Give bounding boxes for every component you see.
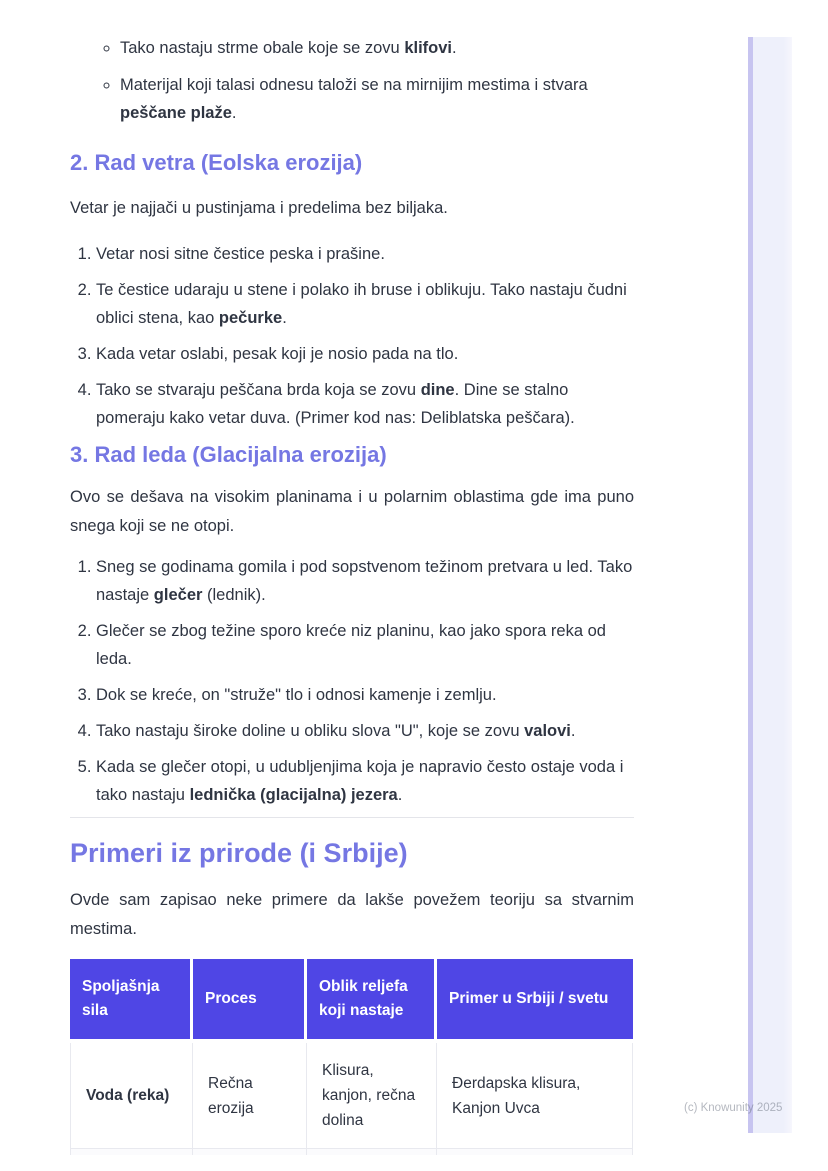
table-cell-example: Đerdapska klisura, Kanjon Uvca: [437, 1043, 633, 1149]
list-item: 4. Tako se stvaraju peščana brda koja se zovu dine. Dine se stalno pomeraju kako vetar duva. (Primer kod nas: Deliblatska peščara).: [96, 376, 634, 432]
section-intro-wind: Vetar je najjači u pustinjama i predelima bez biljaka.: [70, 199, 448, 217]
section-divider: [70, 817, 634, 818]
list-item: 1. Vetar nosi sitne čestice peska i prašine.: [96, 240, 634, 268]
wind-steps-list: [70, 240, 634, 432]
table-row-cutoff: [70, 1149, 633, 1155]
list-item: 1. Sneg se godinama gomila i pod sopstvenom težinom pretvara u led. Tako nastaje glečer (lednik).: [96, 553, 634, 609]
list-item: 3. Dok se kreće, on "struže" tlo i odnosi kamenje i zemlju.: [96, 681, 634, 709]
list-item: 2. Te čestice udaraju u stene i polako ih bruse i oblikuju. Tako nastaju čudni oblici stena, kao pečurke.: [96, 276, 634, 332]
table-header-cell: Primer u Srbiji / svetu: [437, 959, 633, 1043]
next-page-edge: [748, 37, 792, 1133]
table-row: [70, 1043, 633, 1149]
table-header-cell: Proces: [193, 959, 307, 1043]
table-cell-force: Voda (reka): [70, 1043, 193, 1149]
bullet-item: ◦ Materijal koji talasi odnesu taloži se na mirnijim mestima i stvara peščane plaže.: [120, 71, 634, 127]
list-item: 2. Glečer se zbog težine sporo kreće niz planinu, kao jako spora reka od leda.: [96, 617, 634, 673]
watermark: (c) Knowunity 2025: [684, 1102, 783, 1114]
section-intro-ice: Ovo se dešava na visokim planinama i u polarnim oblastima gde ima puno snega koji se ne otopi.: [70, 488, 634, 535]
examples-heading: Primeri iz prirode (i Srbije): [70, 838, 408, 868]
list-item: 4. Tako nastaju široke doline u obliku slova "U", koje se zovu valovi.: [96, 717, 634, 745]
list-item: 3. Kada vetar oslabi, pesak koji je nosio pada na tlo.: [96, 340, 634, 368]
table-header-row: [70, 959, 633, 1043]
table-header-cell: Oblik reljefa koji nastaje: [307, 959, 437, 1043]
bullet-list: [70, 34, 634, 127]
examples-table: [70, 959, 633, 1155]
examples-intro: Ovde sam zapisao neke primere da lakše povežem teoriju sa stvarnim mestima.: [70, 891, 634, 938]
section-heading-ice: 3. Rad leda (Glacijalna erozija): [70, 442, 387, 467]
section-heading-wind: 2. Rad vetra (Eolska erozija): [70, 150, 363, 175]
table-cell-process: Rečna erozija: [193, 1043, 307, 1149]
document-content: [70, 0, 634, 1155]
list-item: 5. Kada se glečer otopi, u udubljenjima koja je napravio često ostaje voda i tako nastaju lednička (glacijalna) jezera.: [96, 753, 634, 809]
table-header-cell: Spoljašnja sila: [70, 959, 193, 1043]
bullet-item: ◦ Tako nastaju strme obale koje se zovu klifovi.: [120, 34, 634, 62]
ice-steps-list: [70, 553, 634, 809]
table-cell-landform: Klisura, kanjon, rečna dolina: [307, 1043, 437, 1149]
